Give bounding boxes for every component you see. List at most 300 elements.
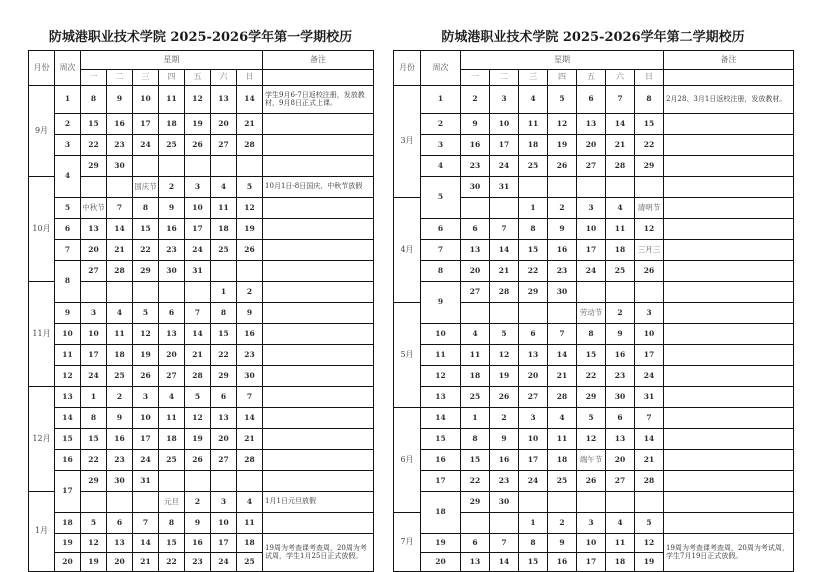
date-cell [635,282,664,303]
date-cell: 11 [548,429,577,450]
date-cell: 21 [107,240,133,261]
week-row [394,324,794,345]
weekday-header: 三 [519,70,548,86]
date-cell: 12 [635,219,664,240]
date-cell: 12 [133,324,159,345]
date-cell: 23 [185,553,211,572]
weekday-header: 六 [211,70,237,86]
date-cell: 22 [577,366,606,387]
note-cell [263,429,374,450]
weekday-header: 六 [606,70,635,86]
date-cell: 8 [81,408,107,429]
semester2-title: 防城港职业技术学院 2025-2026学年第二学期校历 [441,30,745,45]
note-cell [664,492,794,513]
date-cell: 21 [133,553,159,572]
note-cell [664,177,794,198]
week-row [29,219,374,240]
date-cell: 20 [211,429,237,450]
date-cell: 16 [237,324,263,345]
date-cell: 17 [133,429,159,450]
week-number-cell: 20 [55,553,81,572]
week-row [29,429,374,450]
date-cell: 16 [490,450,519,471]
date-cell: 19 [133,345,159,366]
date-cell: 27 [159,366,185,387]
week-row [394,429,794,450]
week-number-cell: 6 [55,219,81,240]
holiday-cell: 国庆节 [133,177,159,198]
week-row [29,471,374,492]
date-cell: 2 [237,282,263,303]
date-cell: 27 [461,282,490,303]
note-cell [263,513,374,534]
date-cell: 20 [159,345,185,366]
week-row [29,198,374,219]
date-cell: 9 [606,324,635,345]
date-cell: 28 [237,135,263,156]
week-number-cell: 4 [55,156,81,198]
month-cell: 10月 [29,177,55,282]
date-cell [237,471,263,492]
date-cell: 17 [185,219,211,240]
note-cell [664,135,794,156]
weekday-header-row [29,70,374,86]
date-cell: 29 [635,156,664,177]
date-cell: 21 [490,261,519,282]
date-cell: 8 [133,198,159,219]
date-cell: 13 [461,553,490,572]
note-cell [263,450,374,471]
date-cell [133,282,159,303]
date-cell: 16 [107,114,133,135]
date-cell: 16 [461,135,490,156]
date-cell [577,282,606,303]
date-cell: 11 [211,198,237,219]
week-number-cell: 4 [421,156,461,177]
date-cell: 6 [461,219,490,240]
date-cell: 17 [211,534,237,553]
date-cell: 17 [133,114,159,135]
date-cell: 29 [81,471,107,492]
note-cell: 2月28、3月1日返校注册，发放教材。 [664,86,794,114]
date-cell: 13 [81,219,107,240]
week-number-cell: 5 [421,177,461,219]
date-cell: 10 [185,198,211,219]
date-cell: 27 [211,450,237,471]
date-cell: 4 [606,198,635,219]
holiday-cell: 中秋节 [81,198,107,219]
date-cell: 19 [81,553,107,572]
date-cell: 24 [519,471,548,492]
week-row [394,408,794,429]
date-cell: 11 [237,513,263,534]
week-row [394,114,794,135]
note-cell [263,114,374,135]
date-cell: 15 [577,345,606,366]
week-row [394,366,794,387]
date-cell [635,177,664,198]
date-cell [211,156,237,177]
date-cell: 24 [133,135,159,156]
date-cell: 2 [185,492,211,513]
date-cell: 2 [107,387,133,408]
date-cell [237,156,263,177]
date-cell: 10 [577,534,606,553]
week-row [394,345,794,366]
date-cell: 18 [211,219,237,240]
date-cell: 11 [519,114,548,135]
date-cell: 12 [548,114,577,135]
date-cell: 7 [133,513,159,534]
date-cell [211,471,237,492]
date-cell: 27 [81,261,107,282]
week-row [394,86,794,114]
month-cell: 1月 [29,492,55,572]
date-cell [548,492,577,513]
date-cell: 7 [490,219,519,240]
week-row [29,450,374,471]
month-header: 月份 [29,51,55,86]
date-cell: 24 [185,240,211,261]
date-cell: 25 [211,240,237,261]
date-cell: 19 [185,429,211,450]
date-cell: 3 [81,303,107,324]
date-cell: 1 [461,408,490,429]
week-row [29,324,374,345]
note-cell [664,198,794,219]
date-cell: 30 [107,156,133,177]
week-number-cell: 8 [55,261,81,303]
week-row [394,177,794,198]
weekday-header: 一 [81,70,107,86]
date-cell: 19 [548,135,577,156]
date-cell: 25 [159,135,185,156]
date-cell [606,492,635,513]
date-cell: 31 [133,471,159,492]
date-cell: 14 [606,114,635,135]
date-cell: 28 [606,156,635,177]
week-row [29,408,374,429]
date-cell: 12 [185,408,211,429]
week-row [29,492,374,513]
date-cell: 25 [107,366,133,387]
date-cell: 13 [107,534,133,553]
date-cell: 10 [577,219,606,240]
date-cell: 14 [237,86,263,114]
week-number-cell: 19 [421,534,461,553]
week-number-cell: 9 [421,282,461,324]
date-cell: 7 [185,303,211,324]
date-cell [81,492,107,513]
date-cell: 8 [159,513,185,534]
date-cell: 18 [461,366,490,387]
week-number-cell: 6 [421,219,461,240]
date-cell: 23 [548,261,577,282]
month-cell: 4月 [394,198,421,303]
week-number-cell: 5 [55,198,81,219]
week-number-cell: 18 [421,492,461,534]
date-cell: 6 [519,324,548,345]
date-cell: 10 [81,324,107,345]
date-cell: 12 [490,345,519,366]
week-row [29,177,374,198]
date-cell: 6 [159,303,185,324]
date-cell: 5 [81,513,107,534]
date-cell: 22 [81,450,107,471]
date-cell [606,177,635,198]
date-cell: 13 [577,114,606,135]
semester1-title: 防城港职业技术学院 2025-2026学年第一学期校历 [48,30,353,45]
date-cell: 10 [133,86,159,114]
date-cell: 7 [490,534,519,553]
date-cell [159,156,185,177]
note-cell [263,324,374,345]
month-cell: 6月 [394,408,421,513]
week-header: 周次 [421,51,461,86]
date-cell: 9 [107,408,133,429]
date-cell: 28 [185,366,211,387]
week-row [394,282,794,303]
date-cell: 22 [461,471,490,492]
date-cell: 4 [548,408,577,429]
date-cell [159,282,185,303]
date-cell: 2 [461,86,490,114]
date-cell: 14 [107,219,133,240]
week-number-cell: 13 [421,387,461,408]
week-row [394,261,794,282]
date-cell: 3 [133,387,159,408]
date-cell: 21 [635,450,664,471]
holiday-cell: 三月三 [635,240,664,261]
date-cell: 22 [133,240,159,261]
note-cell [664,366,794,387]
date-cell: 1 [519,198,548,219]
note-cell: 19周为考查课考查周，20周为考试周，学生7月19日正式放假。 [664,534,794,572]
date-cell: 17 [81,345,107,366]
date-cell: 28 [107,261,133,282]
weekday-header: 日 [635,70,664,86]
header-row [29,51,374,70]
date-cell: 15 [81,114,107,135]
week-number-cell: 14 [421,408,461,429]
date-cell: 12 [577,429,606,450]
date-cell: 19 [635,553,664,572]
note-cell: 1月1日元旦放假 [263,492,374,513]
date-cell: 26 [237,240,263,261]
date-cell: 26 [577,471,606,492]
note-cell [263,240,374,261]
date-cell: 12 [237,198,263,219]
note-cell [664,219,794,240]
week-number-cell: 19 [55,534,81,553]
date-cell [461,198,490,219]
date-cell: 18 [519,135,548,156]
date-cell: 3 [211,492,237,513]
date-cell [577,492,606,513]
date-cell: 12 [185,86,211,114]
note-cell [263,408,374,429]
holiday-cell: 元旦 [159,492,185,513]
date-cell: 24 [577,261,606,282]
date-cell: 28 [490,282,519,303]
weekday-group-header: 星期 [461,51,664,70]
week-number-cell: 17 [55,471,81,513]
date-cell: 18 [159,114,185,135]
date-cell [159,471,185,492]
date-cell: 11 [159,86,185,114]
date-cell: 3 [577,513,606,534]
header-row [394,51,794,70]
note-cell [664,408,794,429]
date-cell: 4 [461,324,490,345]
note-cell [263,261,374,282]
week-number-cell: 13 [55,387,81,408]
week-number-cell: 10 [55,324,81,345]
week-number-cell: 20 [421,553,461,572]
date-cell: 26 [133,366,159,387]
date-cell: 11 [107,324,133,345]
date-cell: 4 [211,177,237,198]
date-cell: 31 [635,387,664,408]
date-cell: 13 [211,86,237,114]
date-cell: 29 [211,366,237,387]
note-cell [664,324,794,345]
date-cell: 2 [490,408,519,429]
date-cell: 15 [519,553,548,572]
date-cell [635,492,664,513]
date-cell: 11 [606,534,635,553]
notes-header-blank [664,70,794,86]
week-number-cell: 11 [55,345,81,366]
date-cell: 24 [635,366,664,387]
date-cell [490,198,519,219]
date-cell [237,261,263,282]
date-cell: 16 [159,219,185,240]
week-number-cell: 1 [55,86,81,114]
date-cell: 6 [211,387,237,408]
date-cell: 28 [548,387,577,408]
weekday-group-header: 星期 [81,51,263,70]
date-cell: 24 [490,156,519,177]
date-cell: 27 [211,135,237,156]
date-cell: 26 [635,261,664,282]
note-cell [664,156,794,177]
date-cell: 8 [81,86,107,114]
date-cell: 7 [237,387,263,408]
week-number-cell: 7 [55,240,81,261]
month-cell: 12月 [29,387,55,492]
week-header: 周次 [55,51,81,86]
notes-header: 备注 [263,51,374,70]
date-cell [490,513,519,534]
date-cell: 27 [606,471,635,492]
date-cell [519,177,548,198]
note-cell: 学生9月6-7日返校注册，发放教材，9月8日正式上课。 [263,86,374,114]
date-cell: 20 [461,261,490,282]
note-cell [664,240,794,261]
date-cell: 21 [237,114,263,135]
week-number-cell: 12 [55,366,81,387]
month-cell: 3月 [394,86,421,198]
date-cell: 22 [159,553,185,572]
weekday-header: 一 [461,70,490,86]
week-row [394,240,794,261]
date-cell: 25 [519,156,548,177]
date-cell: 11 [606,219,635,240]
date-cell: 20 [519,366,548,387]
date-cell: 21 [185,345,211,366]
note-cell [664,345,794,366]
date-cell: 5 [490,324,519,345]
date-cell: 21 [606,135,635,156]
date-cell: 29 [461,492,490,513]
week-row [29,261,374,282]
week-number-cell: 1 [421,86,461,114]
date-cell: 31 [185,261,211,282]
week-number-cell: 18 [55,513,81,534]
date-cell: 20 [211,114,237,135]
week-row [29,387,374,408]
date-cell: 17 [519,450,548,471]
date-cell: 13 [606,429,635,450]
note-cell [664,471,794,492]
date-cell: 10 [133,408,159,429]
note-cell [664,387,794,408]
date-cell: 9 [237,303,263,324]
date-cell: 15 [635,114,664,135]
date-cell [490,303,519,324]
week-row [29,534,374,553]
date-cell: 24 [81,366,107,387]
date-cell: 8 [635,86,664,114]
month-header: 月份 [394,51,421,86]
week-row [29,156,374,177]
week-row [394,450,794,471]
week-number-cell: 11 [421,345,461,366]
date-cell: 3 [490,86,519,114]
date-cell: 7 [635,408,664,429]
date-cell: 18 [606,553,635,572]
date-cell: 24 [211,553,237,572]
date-cell: 2 [548,513,577,534]
week-row [29,303,374,324]
date-cell: 14 [635,429,664,450]
date-cell: 29 [519,282,548,303]
date-cell: 10 [211,513,237,534]
week-row [29,366,374,387]
date-cell: 18 [237,534,263,553]
date-cell: 6 [577,86,606,114]
date-cell: 19 [185,114,211,135]
date-cell: 5 [237,177,263,198]
date-cell: 15 [519,240,548,261]
week-row [29,513,374,534]
date-cell: 16 [548,240,577,261]
note-cell [263,156,374,177]
date-cell: 17 [577,553,606,572]
date-cell: 16 [606,345,635,366]
date-cell: 30 [107,471,133,492]
note-cell [664,114,794,135]
date-cell [133,492,159,513]
date-cell [211,261,237,282]
date-cell [606,282,635,303]
week-number-cell: 15 [421,429,461,450]
date-cell: 4 [107,303,133,324]
date-cell: 22 [211,345,237,366]
note-cell [263,387,374,408]
date-cell: 27 [577,156,606,177]
